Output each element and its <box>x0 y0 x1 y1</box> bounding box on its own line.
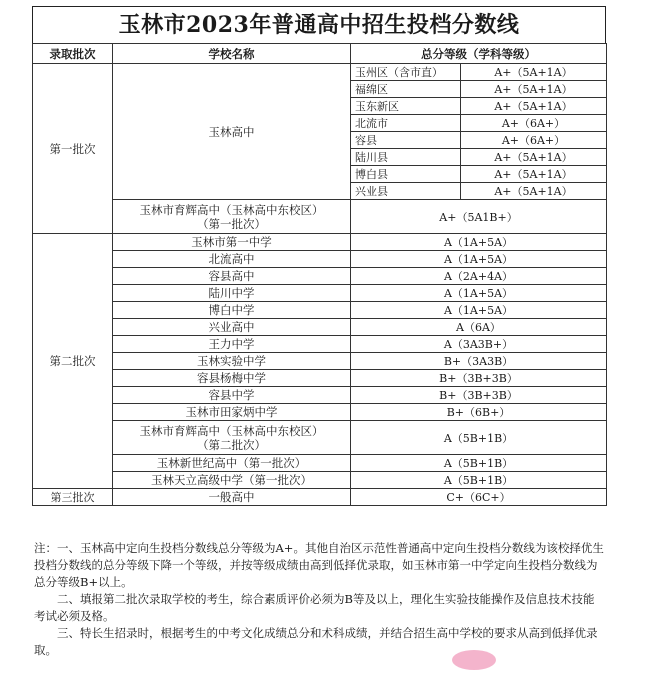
table-row <box>33 455 607 472</box>
grade-cell: A（1A+5A） <box>351 302 607 319</box>
table-row <box>33 489 607 506</box>
school-cell: 玉林天立高级中学（第一批次） <box>113 472 351 489</box>
grade-cell: A（5B+1B） <box>351 472 607 489</box>
table-row <box>33 472 607 489</box>
page-title: 玉林市2023年普通高中招生投档分数线 <box>32 6 606 43</box>
district-cell: 玉东新区 <box>351 98 461 115</box>
table-row <box>33 64 607 81</box>
school-name-line2: （第一批次） <box>197 216 266 231</box>
grade-cell: C+（6C+） <box>351 489 607 506</box>
grade-cell: A+（5A+1A） <box>461 166 607 183</box>
note-1: 注：一、玉林高中定向生投档分数线总分等级为A+。其他自治区示范性普通高中定向生投档分数线为该校择优生投档分数线的总分等级下降一个等级，并按等级成绩由高到低择优录取，如玉林市第一中学定向生投档分数线为总分等级B+以上。 <box>34 541 604 589</box>
school-cell: 一般高中 <box>113 489 351 506</box>
grade-cell: A（1A+5A） <box>351 251 607 268</box>
school-cell: 玉林实验中学 <box>113 353 351 370</box>
note-2: 二、填报第二批次录取学校的考生，综合素质评价必须为B等及以上，理化生实验技能操作及信息技术技能考试必须及格。 <box>34 592 595 623</box>
district-cell: 兴业县 <box>351 183 461 200</box>
grade-cell: B+（6B+） <box>351 404 607 421</box>
school-cell: 容县高中 <box>113 268 351 285</box>
school-cell: 王力中学 <box>113 336 351 353</box>
note-3: 三、特长生招录时，根据考生的中考文化成绩总分和术科成绩，并结合招生高中学校的要求从高到低择优录取。 <box>34 626 598 657</box>
school-cell: 兴业高中 <box>113 319 351 336</box>
district-cell: 玉州区（含市直） <box>351 64 461 81</box>
school-cell: 博白中学 <box>113 302 351 319</box>
notes-section <box>34 540 604 659</box>
school-header: 学校名称 <box>113 44 351 64</box>
school-cell: 北流高中 <box>113 251 351 268</box>
grade-cell: A（6A） <box>351 319 607 336</box>
school-cell: 陆川中学 <box>113 285 351 302</box>
header-row <box>33 44 607 64</box>
table-row <box>33 387 607 404</box>
batch-2-label: 第二批次 <box>33 234 113 489</box>
school-cell: 玉林市田家炳中学 <box>113 404 351 421</box>
school-name-line1: 玉林市育辉高中（玉林高中东校区） <box>139 423 324 438</box>
score-header: 总分等级（学科等级） <box>351 44 607 64</box>
yulin-gaozhong-school: 玉林高中 <box>113 64 351 200</box>
school-cell <box>113 200 351 234</box>
grade-cell: A+（5A+1A） <box>461 183 607 200</box>
grade-cell: A（5B+1B） <box>351 455 607 472</box>
school-cell: 玉林市第一中学 <box>113 234 351 251</box>
district-cell: 福绵区 <box>351 81 461 98</box>
grade-cell: A（1A+5A） <box>351 285 607 302</box>
grade-cell: B+（3A3B） <box>351 353 607 370</box>
grade-cell: A（1A+5A） <box>351 234 607 251</box>
school-name-line2: （第二批次） <box>197 437 266 452</box>
batch-header: 录取批次 <box>33 44 113 64</box>
school-cell: 容县杨梅中学 <box>113 370 351 387</box>
table-row <box>33 200 607 234</box>
school-cell: 容县中学 <box>113 387 351 404</box>
school-name-line1: 玉林市育辉高中（玉林高中东校区） <box>139 202 324 217</box>
table-row <box>33 251 607 268</box>
table-row <box>33 302 607 319</box>
grade-cell: A+（5A1B+） <box>351 200 607 234</box>
district-cell: 陆川县 <box>351 149 461 166</box>
district-cell: 博白县 <box>351 166 461 183</box>
grade-cell: A+（5A+1A） <box>461 149 607 166</box>
table-row <box>33 234 607 251</box>
table-row <box>33 319 607 336</box>
table-row <box>33 404 607 421</box>
grade-cell: A（5B+1B） <box>351 421 607 455</box>
table-row <box>33 285 607 302</box>
score-table <box>32 43 607 506</box>
district-cell: 北流市 <box>351 115 461 132</box>
table-row <box>33 370 607 387</box>
school-cell <box>113 421 351 455</box>
grade-cell: A+（6A+） <box>461 115 607 132</box>
grade-cell: A（3A3B+） <box>351 336 607 353</box>
table-row <box>33 421 607 455</box>
district-cell: 容县 <box>351 132 461 149</box>
grade-cell: A+（5A+1A） <box>461 64 607 81</box>
grade-cell: A+（6A+） <box>461 132 607 149</box>
grade-cell: B+（3B+3B） <box>351 387 607 404</box>
school-cell: 玉林新世纪高中（第一批次） <box>113 455 351 472</box>
table-row <box>33 336 607 353</box>
pink-blob-decoration <box>452 650 496 670</box>
grade-cell: A（2A+4A） <box>351 268 607 285</box>
table-row <box>33 268 607 285</box>
batch-3-label: 第三批次 <box>33 489 113 506</box>
table-row <box>33 353 607 370</box>
score-sheet <box>32 6 606 506</box>
grade-cell: B+（3B+3B） <box>351 370 607 387</box>
batch-1-label: 第一批次 <box>33 64 113 234</box>
grade-cell: A+（5A+1A） <box>461 98 607 115</box>
grade-cell: A+（5A+1A） <box>461 81 607 98</box>
